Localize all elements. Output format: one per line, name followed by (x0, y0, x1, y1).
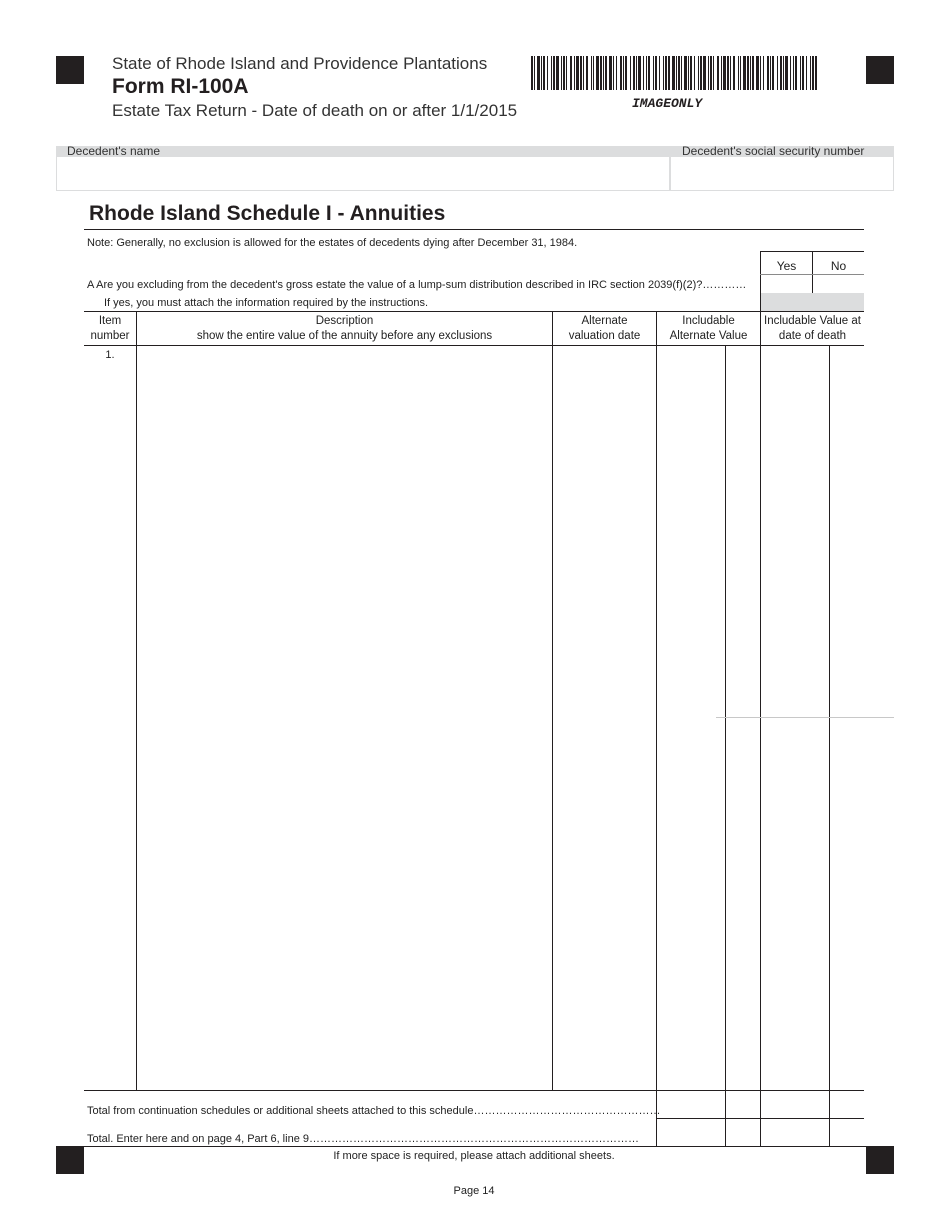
barcode-bar (576, 56, 579, 90)
barcode-bar (553, 56, 555, 90)
barcode-caption: IMAGEONLY (632, 96, 703, 111)
barcode-bar (713, 56, 714, 90)
yes-no-shade (761, 293, 864, 311)
barcode-bar (772, 56, 774, 90)
totals-bottom-rule (84, 1146, 894, 1147)
barcode-bar (648, 56, 650, 90)
barcode-bar (655, 56, 657, 90)
barcode-bar (600, 56, 602, 90)
barcode-bar (605, 56, 607, 90)
barcode-bar (710, 56, 712, 90)
barcode-bar (785, 56, 788, 90)
barcode-bar (763, 56, 764, 90)
barcode-bar (534, 56, 535, 90)
barcode-bar (531, 56, 533, 90)
alternate-date-header-line1: Alternate (581, 315, 628, 327)
barcode-bar (633, 56, 635, 90)
alternate-date-header (553, 314, 656, 344)
barcode-bar (795, 56, 797, 90)
registration-mark-bottom-right (866, 1146, 894, 1174)
barcode-bar (767, 56, 769, 90)
barcode-bar (625, 56, 627, 90)
schedule-title: Rhode Island Schedule I - Annuities (89, 202, 446, 225)
barcode-bar (743, 56, 746, 90)
barcode-bar (623, 56, 624, 90)
item-number-header-line2: number (90, 330, 130, 342)
barcode-bar (591, 56, 592, 90)
no-header: No (830, 259, 847, 273)
barcode-bar (574, 56, 575, 90)
barcode-bar (733, 56, 735, 90)
barcode-bar (690, 56, 692, 90)
barcode-bar (783, 56, 784, 90)
table-top-rule (84, 311, 864, 312)
barcode-bar (777, 56, 778, 90)
description-header-line1: Description (315, 315, 374, 327)
dod-value-header-line1: Includable Value at (764, 315, 861, 327)
description-header-line2: show the entire value of the annuity before any exclusions (196, 330, 493, 342)
description-header (137, 314, 552, 344)
state-name: State of Rhode Island and Providence Plantations (112, 54, 488, 73)
barcode-bar (668, 56, 670, 90)
schedule-note: Note: Generally, no exclusion is allowed for the estates of decedents dying after December 31, 1984. (87, 237, 578, 249)
barcode-bar (700, 56, 702, 90)
barcode-bar (643, 56, 644, 90)
barcode-graphic (531, 56, 818, 90)
barcode-bar (703, 56, 706, 90)
no-checkbox[interactable] (813, 275, 864, 293)
barcode-bar (750, 56, 751, 90)
total-dod-value-field[interactable] (761, 1119, 864, 1146)
barcode-bar (676, 56, 677, 90)
dod-value-header (761, 314, 864, 344)
barcode-bar (593, 56, 594, 90)
dod-value-header-line2: date of death (778, 330, 847, 342)
registration-mark-top-right (866, 56, 894, 84)
barcode-bar (698, 56, 699, 90)
barcode-bar (747, 56, 749, 90)
form-number: Form RI-100A (112, 75, 249, 98)
barcode-bar (815, 56, 817, 90)
barcode-bar (616, 56, 617, 90)
barcode-bar (603, 56, 604, 90)
total-alt-value-field[interactable] (657, 1119, 760, 1146)
barcode-bar (760, 56, 761, 90)
barcode-bar (596, 56, 599, 90)
alternate-value-entry-area[interactable] (657, 346, 760, 1090)
barcode-bar (684, 56, 687, 90)
barcode-bar (681, 56, 682, 90)
decedent-ssn-label: Decedent's social security number (682, 144, 865, 158)
barcode-bar (563, 56, 565, 90)
barcode-bar (561, 56, 562, 90)
barcode-bar (738, 56, 739, 90)
barcode-bar (638, 56, 641, 90)
decedent-name-label: Decedent's name (67, 144, 161, 158)
alternate-value-header-line2: Alternate Value (669, 330, 748, 342)
continuation-total-label: Total from continuation schedules or additional sheets attached to this schedule…………………………………………… (87, 1105, 661, 1117)
continuation-dod-value-field[interactable] (761, 1091, 864, 1118)
barcode-bar (812, 56, 814, 90)
barcode-bar (566, 56, 567, 90)
item-number-1: 1. (105, 349, 115, 361)
total-label: Total. Enter here and on page 4, Part 6, line 9……………………………………………………………………………… (87, 1133, 639, 1145)
barcode-bar (620, 56, 622, 90)
decedent-name-field[interactable] (56, 157, 670, 191)
barcode-bar (793, 56, 794, 90)
barcode-bar (800, 56, 801, 90)
barcode-bar (708, 56, 709, 90)
yes-checkbox[interactable] (761, 275, 812, 293)
barcode-bar (547, 56, 548, 90)
page-number: Page 14 (453, 1185, 495, 1197)
more-space-note: If more space is required, please attach additional sheets. (333, 1150, 615, 1162)
barcode-bar (570, 56, 572, 90)
barcode-bar (541, 56, 542, 90)
barcode-bar (810, 56, 811, 90)
barcode-bar (613, 56, 614, 90)
registration-mark-top-left (56, 56, 84, 84)
item-number-header (84, 314, 136, 344)
barcode-bar (580, 56, 582, 90)
barcode-bar (556, 56, 559, 90)
barcode-bar (752, 56, 754, 90)
barcode (531, 56, 818, 90)
barcode-bar (583, 56, 584, 90)
form-subtitle: Estate Tax Return - Date of death on or after 1/1/2015 (112, 101, 518, 120)
item-number-header-line1: Item (98, 315, 122, 327)
barcode-bar (609, 56, 612, 90)
barcode-bar (802, 56, 804, 90)
barcode-bar (780, 56, 782, 90)
barcode-bar (636, 56, 637, 90)
barcode-bar (653, 56, 654, 90)
barcode-bar (727, 56, 729, 90)
dod-value-entry-area[interactable] (761, 346, 864, 1090)
barcode-bar (730, 56, 731, 90)
barcode-bar (672, 56, 675, 90)
alternate-value-header-line1: Includable (682, 315, 735, 327)
title-rule (84, 229, 864, 230)
alternate-date-header-line2: valuation date (568, 330, 641, 342)
description-entry-area[interactable] (137, 346, 552, 1090)
barcode-bar (790, 56, 791, 90)
barcode-bar (694, 56, 695, 90)
barcode-bar (740, 56, 741, 90)
barcode-bar (806, 56, 807, 90)
barcode-bar (756, 56, 759, 90)
barcode-bar (630, 56, 631, 90)
barcode-bar (665, 56, 667, 90)
barcode-bar (717, 56, 719, 90)
barcode-bar (551, 56, 552, 90)
barcode-bar (646, 56, 647, 90)
barcode-bar (723, 56, 726, 90)
barcode-bar (537, 56, 540, 90)
barcode-bar (678, 56, 680, 90)
barcode-bar (543, 56, 545, 90)
question-a-note: If yes, you must attach the information required by the instructions. (104, 297, 429, 309)
yes-header: Yes (776, 259, 797, 273)
registration-mark-bottom-left (56, 1146, 84, 1174)
barcode-bar (721, 56, 722, 90)
barcode-bar (770, 56, 771, 90)
question-a: A Are you excluding from the decedent's gross estate the value of a lump-sum distribution described in IRC section 2039(f)(2)?………… (87, 279, 747, 291)
barcode-bar (663, 56, 664, 90)
barcode-bar (659, 56, 660, 90)
alternate-date-entry-area[interactable] (553, 346, 656, 1090)
decedent-ssn-field[interactable] (670, 157, 894, 191)
barcode-bar (586, 56, 588, 90)
continuation-alt-value-field[interactable] (657, 1091, 760, 1118)
barcode-bar (688, 56, 689, 90)
alternate-value-header (657, 314, 760, 344)
